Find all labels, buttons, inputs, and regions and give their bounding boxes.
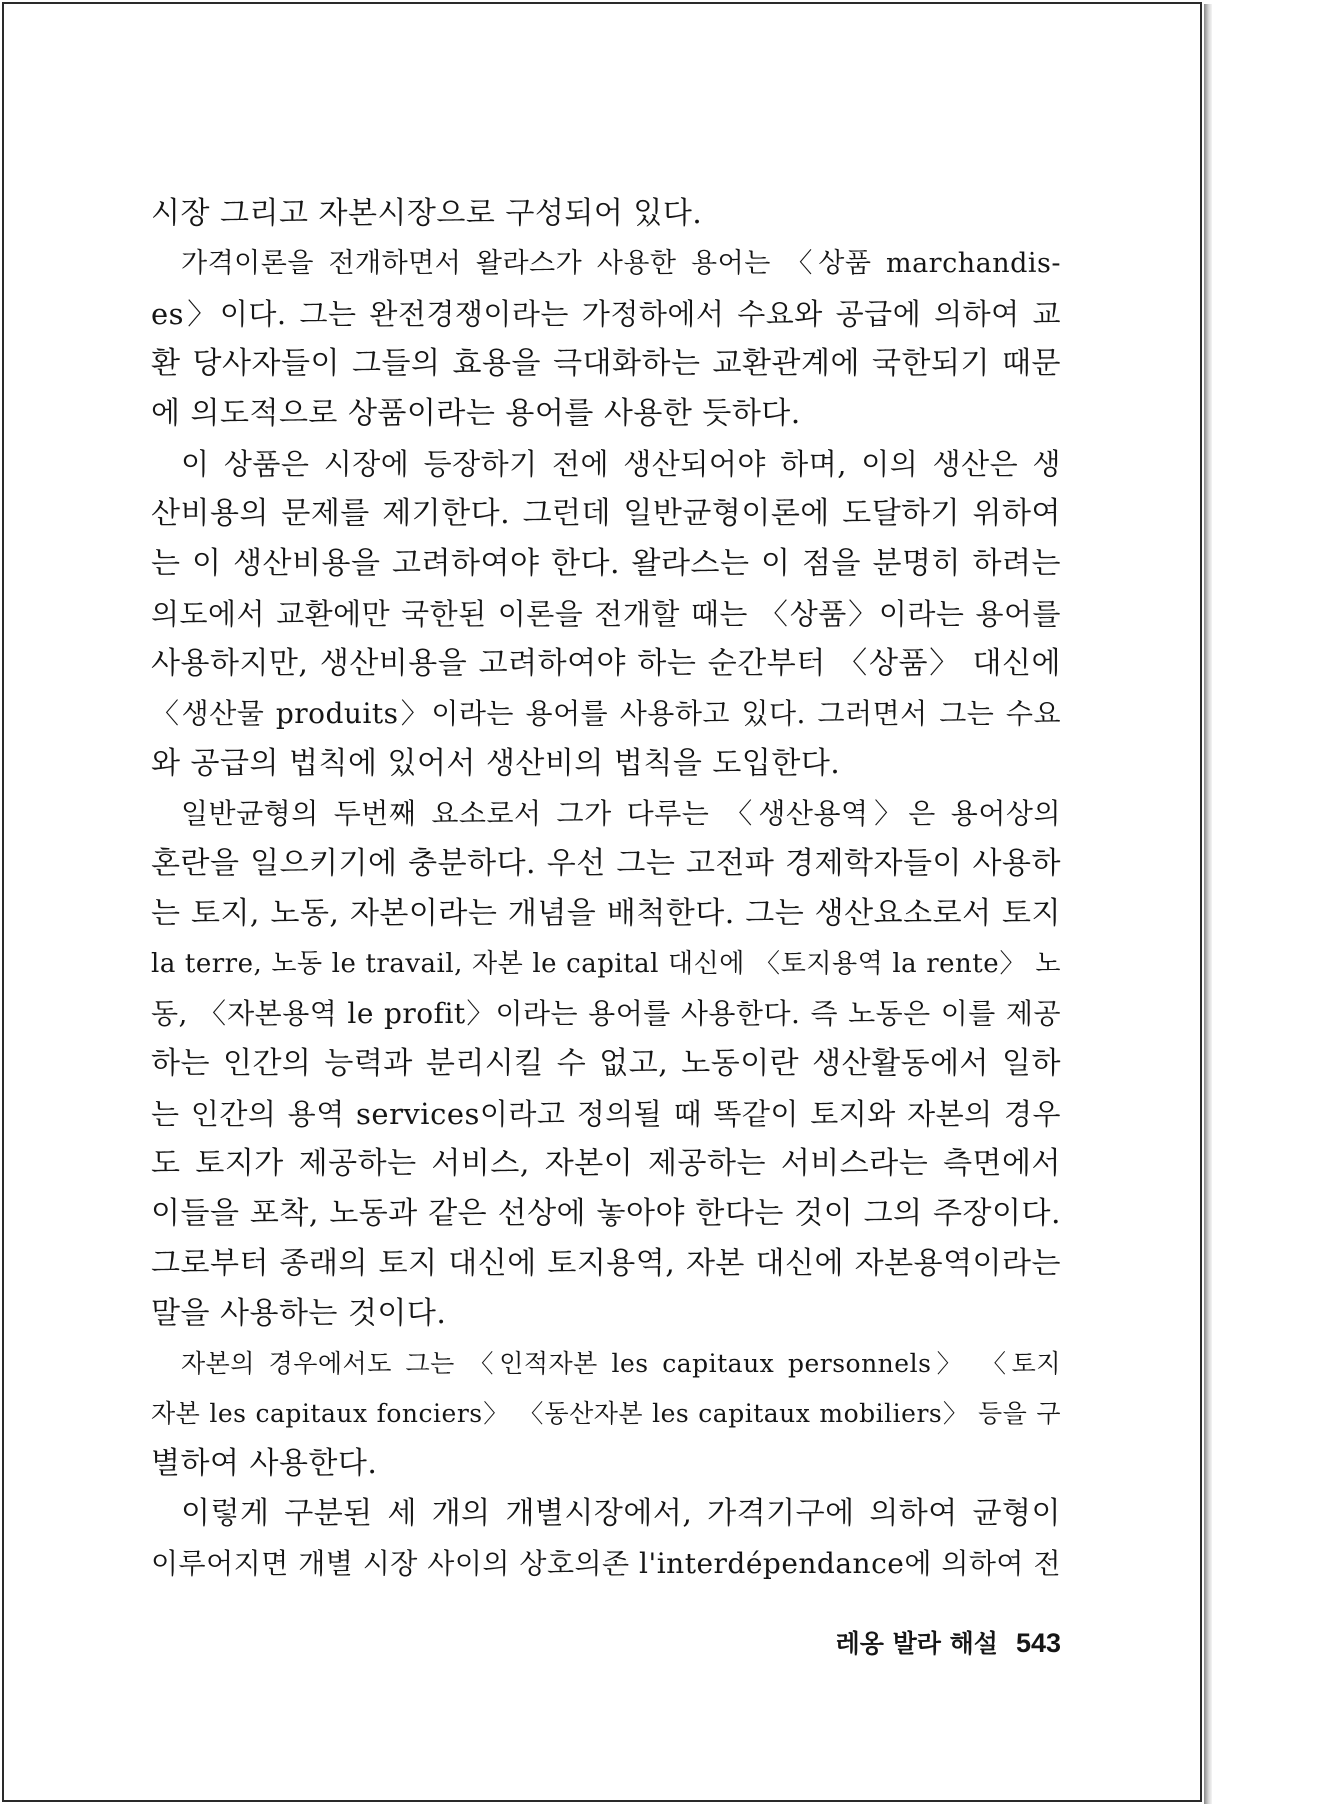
- text-line-27: 이렇게 구분된 세 개의 개별시장에서, 가격기구에 의하여 균형이: [181, 1496, 1061, 1531]
- text-line-24: 자본의 경우에서도 그는 〈인적자본 les capitaux personnels〉 〈토지: [181, 1349, 1061, 1378]
- text-line-13: 일반균형의 두번째 요소로서 그가 다루는 〈생산용역〉은 용어상의: [181, 797, 1061, 830]
- text-line-8: 는 이 생산비용을 고려하여야 한다. 왈라스는 이 점을 분명히 하려는: [151, 546, 1061, 581]
- body-text: [151, 189, 1061, 1589]
- book-page: [2, 2, 1202, 1802]
- text-line-7: 산비용의 문제를 제기한다. 그런데 일반균형이론에 도달하기 위하여: [151, 496, 1061, 531]
- page-number: 543: [1015, 1628, 1061, 1658]
- text-line-15: 는 토지, 노동, 자본이라는 개념을 배척한다. 그는 생산요소로서 토지: [151, 896, 1061, 931]
- text-line-3: es〉이다. 그는 완전경쟁이라는 가정하에서 수요와 공급에 의하여 교: [151, 297, 1061, 331]
- text-line-23: 말을 사용하는 것이다.: [151, 1296, 447, 1331]
- text-line-16: la terre, 노동 le travail, 자본 le capital 대신에 〈토지용역 la rente〉 노: [151, 949, 1061, 979]
- text-line-4: 환 당사자들이 그들의 효용을 극대화하는 교환관계에 국한되기 때문: [151, 346, 1061, 381]
- text-line-11: 〈생산물 produits〉이라는 용어를 사용하고 있다. 그러면서 그는 수요: [151, 697, 1061, 730]
- text-line-9: 의도에서 교환에만 국한된 이론을 전개할 때는 〈상품〉이라는 용어를: [151, 597, 1061, 631]
- text-line-19: 는 인간의 용역 services이라고 정의될 때 똑같이 토지와 자본의 경우: [151, 1097, 1061, 1131]
- text-line-26: 별하여 사용한다.: [151, 1446, 378, 1481]
- text-line-12: 와 공급의 법칙에 있어서 생산비의 법칙을 도입한다.: [151, 746, 841, 781]
- text-line-10: 사용하지만, 생산비용을 고려하여야 하는 순간부터 〈상품〉 대신에: [151, 646, 1061, 681]
- text-line-21: 이들을 포착, 노동과 같은 선상에 놓아야 한다는 것이 그의 주장이다.: [151, 1196, 1061, 1231]
- text-line-18: 하는 인간의 능력과 분리시킬 수 없고, 노동이란 생산활동에서 일하: [151, 1046, 1061, 1081]
- text-line-1: 시장 그리고 자본시장으로 구성되어 있다.: [151, 196, 703, 231]
- page-footer: [704, 1624, 1061, 1660]
- text-line-22: 그로부터 종래의 토지 대신에 토지용역, 자본 대신에 자본용역이라는: [151, 1246, 1061, 1281]
- running-title: 레옹 발라 해설: [835, 1629, 998, 1658]
- text-line-14: 혼란을 일으키기에 충분하다. 우선 그는 고전파 경제학자들이 사용하: [151, 846, 1061, 881]
- text-line-20: 도 토지가 제공하는 서비스, 자본이 제공하는 서비스라는 측면에서: [151, 1146, 1061, 1181]
- text-line-25: 자본 les capitaux fonciers〉 〈동산자본 les capitaux mobiliers〉 등을 구: [151, 1399, 1061, 1428]
- text-line-17: 동, 〈자본용역 le profit〉이라는 용어를 사용한다. 즉 노동은 이를 제공: [151, 997, 1061, 1030]
- page-edge-shadow: [1204, 4, 1212, 1804]
- text-line-6: 이 상품은 시장에 등장하기 전에 생산되어야 하며, 이의 생산은 생: [181, 447, 1061, 481]
- text-line-5: 에 의도적으로 상품이라는 용어를 사용한 듯하다.: [151, 396, 801, 431]
- text-line-28: 이루어지면 개별 시장 사이의 상호의존 l'interdépendance에 의하여 전: [151, 1547, 1061, 1580]
- text-line-2: 가격이론을 전개하면서 왈라스가 사용한 용어는 〈상품 marchandis-: [181, 248, 1061, 279]
